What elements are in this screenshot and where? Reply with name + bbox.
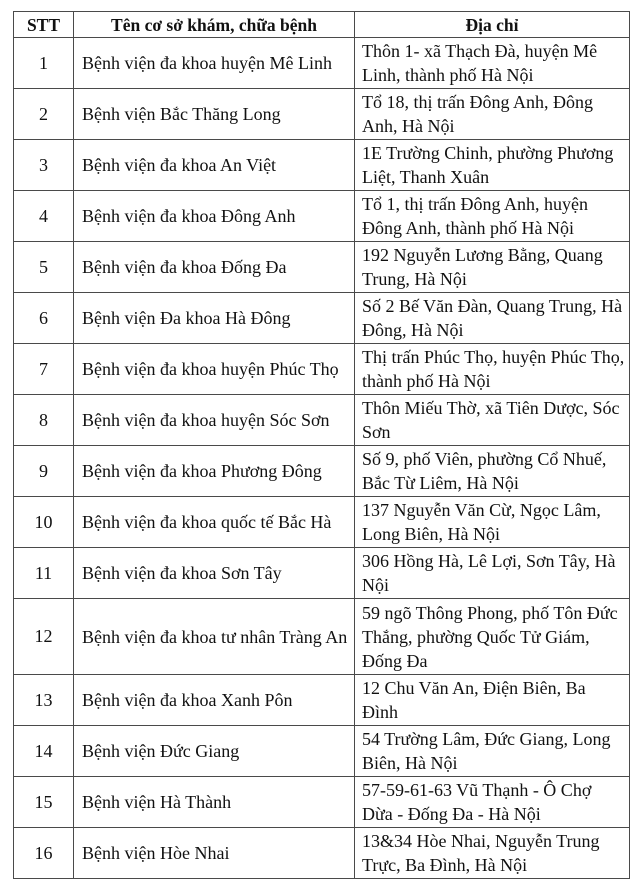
header-address: Địa chỉ (355, 12, 630, 38)
cell-name: Bệnh viện đa khoa huyện Sóc Sơn (74, 395, 355, 446)
cell-name: Bệnh viện đa khoa Phương Đông (74, 446, 355, 497)
table-row (14, 497, 630, 548)
cell-name: Bệnh viện đa khoa tư nhân Tràng An (74, 599, 355, 675)
table-row (14, 38, 630, 89)
cell-stt: 10 (14, 497, 74, 548)
cell-address: 306 Hồng Hà, Lê Lợi, Sơn Tây, Hà Nội (355, 548, 630, 599)
cell-address: 1E Trường Chinh, phường Phương Liệt, Thanh Xuân (355, 140, 630, 191)
table-row (14, 446, 630, 497)
cell-stt: 5 (14, 242, 74, 293)
table-row (14, 777, 630, 828)
table-row (14, 191, 630, 242)
cell-address: Tổ 18, thị trấn Đông Anh, Đông Anh, Hà Nội (355, 89, 630, 140)
cell-name: Bệnh viện đa khoa quốc tế Bắc Hà (74, 497, 355, 548)
cell-stt: 7 (14, 344, 74, 395)
table-row (14, 828, 630, 879)
cell-address: Thị trấn Phúc Thọ, huyện Phúc Thọ, thành phố Hà Nội (355, 344, 630, 395)
table-row (14, 599, 630, 675)
cell-address: 57-59-61-63 Vũ Thạnh - Ô Chợ Dừa - Đống Đa - Hà Nội (355, 777, 630, 828)
cell-stt: 11 (14, 548, 74, 599)
cell-name: Bệnh viện đa khoa huyện Mê Linh (74, 38, 355, 89)
cell-name: Bệnh viện đa khoa huyện Phúc Thọ (74, 344, 355, 395)
cell-name: Bệnh viện đa khoa Đông Anh (74, 191, 355, 242)
table-row (14, 140, 630, 191)
cell-address: Số 2 Bế Văn Đàn, Quang Trung, Hà Đông, Hà Nội (355, 293, 630, 344)
cell-name: Bệnh viện đa khoa Đống Đa (74, 242, 355, 293)
cell-stt: 16 (14, 828, 74, 879)
cell-address: 137 Nguyễn Văn Cừ, Ngọc Lâm, Long Biên, Hà Nội (355, 497, 630, 548)
cell-address: 54 Trường Lâm, Đức Giang, Long Biên, Hà Nội (355, 726, 630, 777)
cell-address: 13&34 Hòe Nhai, Nguyễn Trung Trực, Ba Đình, Hà Nội (355, 828, 630, 879)
header-stt: STT (14, 12, 74, 38)
table-row (14, 548, 630, 599)
cell-stt: 9 (14, 446, 74, 497)
cell-name: Bệnh viện Đức Giang (74, 726, 355, 777)
cell-stt: 15 (14, 777, 74, 828)
cell-stt: 12 (14, 599, 74, 675)
table-row (14, 344, 630, 395)
cell-stt: 4 (14, 191, 74, 242)
cell-name: Bệnh viện Hà Thành (74, 777, 355, 828)
table-row (14, 395, 630, 446)
cell-address: 192 Nguyễn Lương Bằng, Quang Trung, Hà Nội (355, 242, 630, 293)
cell-name: Bệnh viện Đa khoa Hà Đông (74, 293, 355, 344)
cell-address: Tổ 1, thị trấn Đông Anh, huyện Đông Anh, thành phố Hà Nội (355, 191, 630, 242)
cell-stt: 1 (14, 38, 74, 89)
cell-name: Bệnh viện đa khoa An Việt (74, 140, 355, 191)
cell-name: Bệnh viện đa khoa Xanh Pôn (74, 675, 355, 726)
cell-address: 12 Chu Văn An, Điện Biên, Ba Đình (355, 675, 630, 726)
table-header-row (14, 12, 630, 38)
table-row (14, 675, 630, 726)
cell-stt: 8 (14, 395, 74, 446)
cell-stt: 3 (14, 140, 74, 191)
cell-stt: 14 (14, 726, 74, 777)
hospital-list-table (13, 11, 630, 879)
cell-name: Bệnh viện Bắc Thăng Long (74, 89, 355, 140)
table-row (14, 726, 630, 777)
cell-address: Thôn Miếu Thờ, xã Tiên Dược, Sóc Sơn (355, 395, 630, 446)
cell-stt: 6 (14, 293, 74, 344)
table-row (14, 293, 630, 344)
cell-address: 59 ngõ Thông Phong, phố Tôn Đức Thắng, phường Quốc Tử Giám, Đống Đa (355, 599, 630, 675)
cell-name: Bệnh viện đa khoa Sơn Tây (74, 548, 355, 599)
cell-stt: 2 (14, 89, 74, 140)
header-name: Tên cơ sở khám, chữa bệnh (74, 12, 355, 38)
cell-name: Bệnh viện Hòe Nhai (74, 828, 355, 879)
table-row (14, 242, 630, 293)
cell-stt: 13 (14, 675, 74, 726)
cell-address: Thôn 1- xã Thạch Đà, huyện Mê Linh, thành phố Hà Nội (355, 38, 630, 89)
cell-address: Số 9, phố Viên, phường Cổ Nhuế, Bắc Từ Liêm, Hà Nội (355, 446, 630, 497)
table-row (14, 89, 630, 140)
